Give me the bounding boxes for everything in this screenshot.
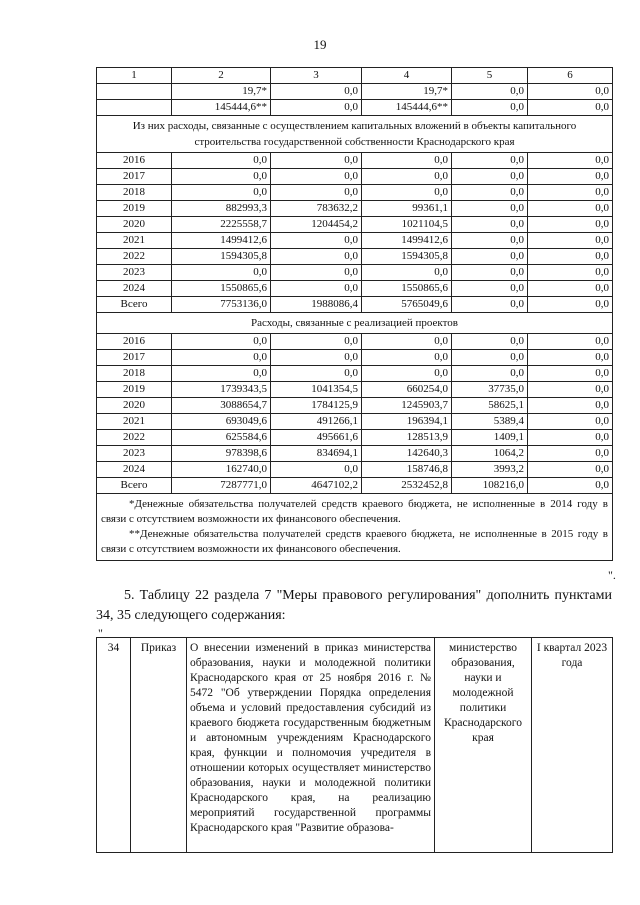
table-row: [97, 169, 613, 185]
table-row: [97, 366, 613, 382]
row-label-cell: 2016: [97, 153, 172, 169]
value-cell: 0,0: [271, 153, 362, 169]
row-label-cell: 2019: [97, 201, 172, 217]
regulation-description: О внесении изменений в приказ министерства образования, науки и молодежной политики Краснодарского края от 25 ноября 2016 г. № 5472 "Об утверждении Порядка определения объема и условий предоставления субсидий из краевого бюджета государственным бюджетным и автономным учреждениям Краснодарского края, функции и полномочия учредителя в отношении которых осуществляет министерство образования, науки и молодежной политики Краснодарского края, на реализацию мероприятий государственной программы Краснодарского края "Развитие образова-: [187, 638, 435, 853]
footnotes-row: [97, 494, 613, 561]
value-cell: 0,0: [172, 366, 271, 382]
value-cell: 145444,6**: [172, 100, 271, 116]
value-cell: 0,0: [362, 185, 452, 201]
value-cell: 1204454,2: [271, 217, 362, 233]
value-cell: 1499412,6: [172, 233, 271, 249]
table-row: [97, 334, 613, 350]
column-number-row: [97, 68, 613, 84]
value-cell: 1021104,5: [362, 217, 452, 233]
table-row: [97, 382, 613, 398]
value-cell: 0,0: [362, 350, 452, 366]
section-title: [97, 313, 613, 334]
value-cell: 1988086,4: [271, 297, 362, 313]
value-cell: 491266,1: [271, 414, 362, 430]
value-cell: 0,0: [271, 100, 362, 116]
value-cell: 5389,4: [452, 414, 528, 430]
footnote: *Денежные обязательства получателей средств краевого бюджета, не исполненные в 2014 году в связи с отсутствием возможности их финансового обеспечения.: [101, 498, 608, 525]
value-cell: 145444,6**: [362, 100, 452, 116]
value-cell: 0,0: [528, 446, 613, 462]
value-cell: 162740,0: [172, 462, 271, 478]
value-cell: 783632,2: [271, 201, 362, 217]
value-cell: 0,0: [528, 398, 613, 414]
row-label-cell: 2017: [97, 350, 172, 366]
amendment-paragraph: 5. Таблицу 22 раздела 7 "Меры правового регулирования" дополнить пунктами 34, 35 следующего содержания:: [96, 588, 612, 623]
value-cell: 625584,6: [172, 430, 271, 446]
value-cell: 0,0: [271, 281, 362, 297]
value-cell: 0,0: [452, 185, 528, 201]
value-cell: 0,0: [271, 169, 362, 185]
value-cell: 2225558,7: [172, 217, 271, 233]
value-cell: 0,0: [528, 334, 613, 350]
table-row: [97, 398, 613, 414]
table-row: [97, 249, 613, 265]
value-cell: 0,0: [271, 185, 362, 201]
value-cell: 0,0: [528, 153, 613, 169]
value-cell: 0,0: [172, 169, 271, 185]
table-row: [97, 84, 613, 100]
value-cell: 1499412,6: [362, 233, 452, 249]
regulation-row: [97, 638, 613, 853]
value-cell: 0,0: [528, 233, 613, 249]
table-row: [97, 185, 613, 201]
row-label-cell: 2017: [97, 169, 172, 185]
table-row: [97, 478, 613, 494]
value-cell: 196394,1: [362, 414, 452, 430]
value-cell: 1739343,5: [172, 382, 271, 398]
value-cell: 0,0: [528, 382, 613, 398]
row-label-cell: [97, 84, 172, 100]
row-label-cell: 2024: [97, 281, 172, 297]
value-cell: 0,0: [172, 153, 271, 169]
value-cell: 693049,6: [172, 414, 271, 430]
value-cell: 0,0: [452, 281, 528, 297]
value-cell: 0,0: [452, 334, 528, 350]
value-cell: 0,0: [271, 350, 362, 366]
value-cell: 882993,3: [172, 201, 271, 217]
row-label-cell: 2024: [97, 462, 172, 478]
value-cell: 0,0: [528, 281, 613, 297]
value-cell: 5765049,6: [362, 297, 452, 313]
value-cell: 0,0: [528, 265, 613, 281]
value-cell: 0,0: [528, 478, 613, 494]
row-label-cell: Всего: [97, 297, 172, 313]
row-label-cell: Всего: [97, 478, 172, 494]
value-cell: 0,0: [452, 297, 528, 313]
value-cell: 0,0: [452, 84, 528, 100]
value-cell: 2532452,8: [362, 478, 452, 494]
table-row: [97, 297, 613, 313]
value-cell: 4: [362, 68, 452, 84]
section-title-cell: Расходы, связанные с реализацией проектов: [97, 313, 613, 334]
table-row: [97, 350, 613, 366]
value-cell: 37735,0: [452, 382, 528, 398]
value-cell: 0,0: [172, 185, 271, 201]
value-cell: 1245903,7: [362, 398, 452, 414]
regulation-deadline: I квартал 2023 года: [532, 638, 613, 853]
page-number: 19: [313, 37, 327, 52]
row-label-cell: 2023: [97, 446, 172, 462]
regulation-number: 34: [97, 638, 131, 853]
finance-table: [96, 67, 613, 561]
row-label-cell: 1: [97, 68, 172, 84]
value-cell: 0,0: [271, 462, 362, 478]
value-cell: 0,0: [528, 462, 613, 478]
value-cell: 0,0: [452, 366, 528, 382]
row-label-cell: [97, 100, 172, 116]
value-cell: 128513,9: [362, 430, 452, 446]
value-cell: 0,0: [528, 84, 613, 100]
value-cell: 0,0: [452, 100, 528, 116]
value-cell: 1064,2: [452, 446, 528, 462]
regulation-executor: министерство образования, науки и молодежной политики Краснодарского края: [435, 638, 532, 853]
table-row: [97, 446, 613, 462]
value-cell: 0,0: [452, 233, 528, 249]
table-row: [97, 233, 613, 249]
value-cell: 99361,1: [362, 201, 452, 217]
value-cell: 0,0: [271, 265, 362, 281]
value-cell: 1784125,9: [271, 398, 362, 414]
value-cell: 0,0: [528, 217, 613, 233]
value-cell: 0,0: [172, 334, 271, 350]
table-row: [97, 100, 613, 116]
table-row: [97, 201, 613, 217]
value-cell: 834694,1: [271, 446, 362, 462]
value-cell: 0,0: [452, 249, 528, 265]
value-cell: 19,7*: [172, 84, 271, 100]
value-cell: 0,0: [271, 366, 362, 382]
value-cell: 0,0: [362, 265, 452, 281]
row-label-cell: 2018: [97, 366, 172, 382]
value-cell: 7753136,0: [172, 297, 271, 313]
section-title-cell: Из них расходы, связанные с осуществлением капитальных вложений в объекты капитального строительства государственной собственности Краснодарского края: [97, 116, 613, 153]
value-cell: 4647102,2: [271, 478, 362, 494]
row-label-cell: 2016: [97, 334, 172, 350]
value-cell: 0,0: [528, 201, 613, 217]
table-row: [97, 265, 613, 281]
value-cell: 142640,3: [362, 446, 452, 462]
value-cell: 0,0: [362, 153, 452, 169]
value-cell: 0,0: [528, 100, 613, 116]
value-cell: 0,0: [528, 430, 613, 446]
footnotes-cell: [97, 494, 613, 561]
opening-quote: ": [98, 626, 103, 640]
row-label-cell: 2020: [97, 398, 172, 414]
row-label-cell: 2021: [97, 233, 172, 249]
row-label-cell: 2023: [97, 265, 172, 281]
value-cell: 1550865,6: [172, 281, 271, 297]
value-cell: 158746,8: [362, 462, 452, 478]
value-cell: 495661,6: [271, 430, 362, 446]
value-cell: 0,0: [362, 366, 452, 382]
row-label-cell: 2018: [97, 185, 172, 201]
value-cell: 108216,0: [452, 478, 528, 494]
table-row: [97, 414, 613, 430]
value-cell: 5: [452, 68, 528, 84]
value-cell: 0,0: [528, 350, 613, 366]
value-cell: 0,0: [528, 185, 613, 201]
value-cell: 3: [271, 68, 362, 84]
row-label-cell: 2020: [97, 217, 172, 233]
value-cell: 19,7*: [362, 84, 452, 100]
row-label-cell: 2021: [97, 414, 172, 430]
value-cell: 0,0: [452, 265, 528, 281]
value-cell: 0,0: [528, 297, 613, 313]
value-cell: 0,0: [362, 169, 452, 185]
value-cell: 0,0: [362, 334, 452, 350]
value-cell: 0,0: [271, 84, 362, 100]
value-cell: 3993,2: [452, 462, 528, 478]
value-cell: 58625,1: [452, 398, 528, 414]
value-cell: 0,0: [528, 249, 613, 265]
value-cell: 0,0: [172, 265, 271, 281]
value-cell: 1594305,8: [362, 249, 452, 265]
value-cell: 0,0: [271, 334, 362, 350]
value-cell: 0,0: [452, 217, 528, 233]
table-row: [97, 217, 613, 233]
row-label-cell: 2019: [97, 382, 172, 398]
table-row: [97, 462, 613, 478]
footnote: **Денежные обязательства получателей средств краевого бюджета, не исполненные в 2015 году в связи с отсутствием возможности их финансового обеспечения.: [101, 528, 608, 555]
closing-quote: ".: [608, 568, 616, 582]
value-cell: 6: [528, 68, 613, 84]
value-cell: 1594305,8: [172, 249, 271, 265]
value-cell: 0,0: [172, 350, 271, 366]
value-cell: 0,0: [452, 201, 528, 217]
value-cell: 1409,1: [452, 430, 528, 446]
value-cell: 7287771,0: [172, 478, 271, 494]
table-row: [97, 281, 613, 297]
regulation-type: Приказ: [131, 638, 187, 853]
value-cell: 0,0: [528, 169, 613, 185]
value-cell: 2: [172, 68, 271, 84]
value-cell: 0,0: [452, 350, 528, 366]
value-cell: 0,0: [452, 169, 528, 185]
value-cell: 660254,0: [362, 382, 452, 398]
table-row: [97, 430, 613, 446]
value-cell: 0,0: [452, 153, 528, 169]
section-title: [97, 116, 613, 153]
value-cell: 0,0: [528, 366, 613, 382]
value-cell: 3088654,7: [172, 398, 271, 414]
row-label-cell: 2022: [97, 249, 172, 265]
value-cell: 1041354,5: [271, 382, 362, 398]
value-cell: 0,0: [271, 249, 362, 265]
regulation-table: [96, 637, 613, 853]
value-cell: 978398,6: [172, 446, 271, 462]
value-cell: 0,0: [271, 233, 362, 249]
value-cell: 0,0: [528, 414, 613, 430]
value-cell: 1550865,6: [362, 281, 452, 297]
row-label-cell: 2022: [97, 430, 172, 446]
table-row: [97, 153, 613, 169]
